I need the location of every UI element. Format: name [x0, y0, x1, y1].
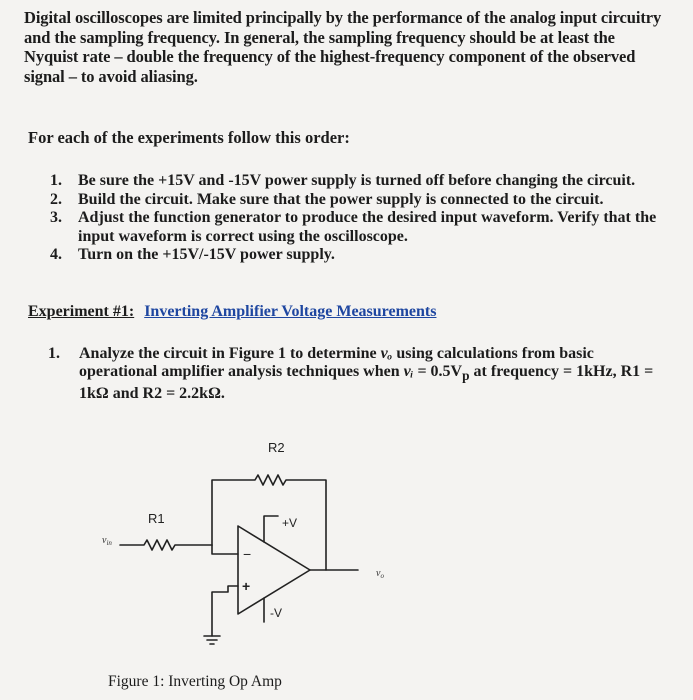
feedback-wire	[212, 475, 326, 570]
ground-symbol	[204, 636, 220, 644]
order-instruction: For each of the experiments follow this order:	[28, 128, 350, 147]
experiment-number: Experiment #1:	[28, 303, 135, 320]
plus-sign: +	[242, 578, 251, 594]
inverting-input-wire	[212, 545, 238, 554]
positive-supply-wire	[264, 516, 278, 542]
vo-label: $v_o$	[376, 568, 384, 580]
question-1: 1. Analyze the circuit in Figure 1 to determine vₒ using calculations from basic operational amplifier analysis techniques when vᵢ = $0.5V_p$ at frequency = 1kHz, R1 = 1kΩ and R2 = 2.2kΩ.	[48, 345, 654, 403]
intro-line: Nyquist rate – double the frequency of the highest-frequency component of the observed	[24, 47, 636, 67]
op-amp-triangle	[238, 526, 310, 614]
inverting-op-amp-diagram	[100, 428, 420, 658]
figure-caption: Figure 1: Inverting Op Amp	[108, 673, 282, 690]
r1-label: R1	[148, 511, 165, 526]
ground-wire	[212, 586, 238, 636]
intro-line: signal – to avoid aliasing.	[24, 66, 198, 86]
minus-sign: −	[243, 546, 252, 562]
vplus-label: +V	[282, 516, 298, 530]
r1-resistor	[120, 540, 212, 550]
list-item: 4. Turn on the +15V/-15V power supply.	[50, 246, 335, 263]
step-text: Turn on the +15V/-15V power supply.	[78, 246, 335, 263]
step-text: Adjust the function generator to produce the desired input waveform. Verify that the input waveform is correct using the oscilloscope.	[78, 209, 657, 245]
step-text: Build the circuit. Make sure that the power supply is connected to the circuit.	[78, 190, 604, 208]
r2-label: R2	[268, 440, 285, 455]
step-text: Be sure the +15V and -15V power supply is turned off before changing the circuit.	[78, 172, 636, 189]
list-item: 2. Build the circuit. Make sure that the power supply is connected to the circuit.	[50, 190, 604, 208]
intro-paragraph	[24, 8, 689, 86]
experiment-heading	[28, 303, 436, 321]
intro-line: and the sampling frequency. In general, the sampling frequency should be at least the	[24, 27, 615, 47]
experiment-title-link[interactable]: Inverting Amplifier Voltage Measurements	[144, 303, 437, 320]
question-text: Analyze the circuit in Figure 1 to determine vₒ using calculations from basic operational amplifier analysis techniques when vᵢ = $0.5V_p$ at frequency = 1kHz, R1 = 1kΩ and R2 = 2.2kΩ.	[79, 345, 654, 403]
list-item: 3. Adjust the function generator to produce the desired input waveform. Verify that the input waveform is correct using the oscilloscope.	[50, 209, 657, 245]
procedure-list	[50, 172, 680, 265]
vminus-label: -V	[270, 606, 282, 620]
vin-label: $v_{in}$	[102, 535, 112, 547]
intro-line: Digital oscilloscopes are limited principally by the performance of the analog input circuitry	[24, 8, 662, 27]
list-item: 1. Be sure the +15V and -15V power supply is turned off before changing the circuit.	[50, 172, 636, 189]
